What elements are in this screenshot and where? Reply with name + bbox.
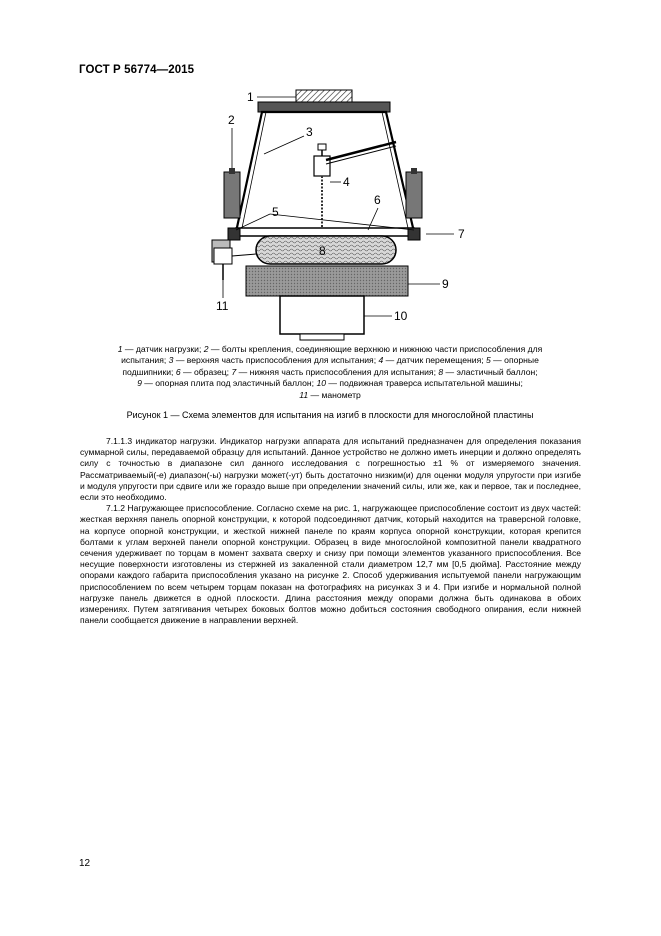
legend-num-3: 3: [168, 355, 174, 366]
legend-num-5: 5: [486, 355, 491, 366]
legend-text-2: — болты крепления, соединяющие верхнюю и нижнюю части приспособления для испытания;: [121, 344, 543, 366]
callout-2: 2: [228, 113, 235, 127]
balloon-base-plate: [246, 266, 408, 296]
body-text: [80, 436, 581, 626]
legend-text-4: — датчик перемещения;: [383, 355, 487, 366]
support-bearing-left: [228, 228, 240, 240]
legend-text-7: — нижняя часть приспособления для испытания;: [236, 366, 439, 377]
legend-text-5: — опорные подшипники;: [122, 355, 539, 377]
legend-num-7: 7: [231, 366, 237, 377]
legend-text-9: — опорная плита под эластичный баллон;: [141, 378, 317, 389]
legend-num-6: 6: [175, 366, 181, 377]
bolt-block-left: [224, 172, 240, 218]
document-header: ГОСТ Р 56774—2015: [79, 64, 195, 76]
legend-text-3: — верхняя часть приспособления для испытания;: [173, 355, 379, 366]
bolt-block-right: [406, 172, 422, 218]
callout-4: 4: [343, 175, 350, 189]
legend-text-6: — образец;: [180, 366, 232, 377]
legend-num-11: 11: [299, 389, 309, 400]
callout-3: 3: [306, 125, 313, 139]
legend-num-2: 2: [203, 344, 209, 354]
specimen-plate: [236, 228, 414, 236]
callout-5: 5: [272, 205, 279, 219]
load-sensor: [296, 90, 352, 102]
legend-text-8: — эластичный баллон;: [443, 366, 538, 377]
page-number: 12: [79, 858, 91, 869]
elastic-balloon: [256, 236, 396, 264]
legend-text-10: — подвижная траверса испытательной машины;: [326, 378, 523, 389]
legend-num-4: 4: [378, 355, 384, 366]
callout-10: 10: [394, 309, 408, 323]
legend-num-8: 8: [438, 366, 444, 377]
legend-text-11: — манометр: [308, 389, 361, 400]
paragraph-7-1-1-3: 7.1.1.3 индикатор нагрузки. Индикатор нагрузки аппарата для испытаний предназначен для определения показания суммарной силы, передаваемой образцу для испытаний. Данное устройство не должно иметь инерции и должно определять силу с точностью в диапазоне сил данного исследования с погрешностью ±1 % от измеряемого значения. Рассматриваемый(-е) диапазон(-ы) нагрузки может(-ут) быть достаточно низким(и) для оценки модуля упругости при изгибе и модуля упругости при сдвиге или же гораздо выше при определении значений силы, или же, как и первое, так и последнее, если это необходимо.: [80, 436, 581, 503]
manometer: [214, 248, 232, 264]
paragraph-7-1-2: 7.1.2 Нагружающее приспособление. Согласно схеме на рис. 1, нагружающее приспособление состоит из двух частей: жесткая верхняя панель опорной конструкции, к которой подсоединяют датчик, который находится на траверсной головке, на корпусе опорной конструкции, и жесткой нижней панеле по краям корпуса опорной конструкции, которая крепится болтами к углам верхней панели опорной конструкции. Образец в виде многослойной композитной панели квадратного сечения удерживает по торцам в момент захвата сверху и снизу при помощи элементов указанного приспособления. Все несущие поверхности изготовлены из стержней из закаленной стали диаметром 12,7 мм [0,5 дюйма]. Расстояние между опорами каждого габарита приспособления указано на рисунке 2. Способ удерживания испытуемой панели нагружающим приспособлением по всем четырем торцам показан на фотографиях на рисунках 3 и 4. При изгибе и нормальной полной нагрузке панель движется в одной плоскости. Длина расстояния между опорами должна быть одинакова в обоих измерениях. Путем затягивания четырех боковых болтов можно добиться состояния свободного опирания, если нижней панели сообщается движение в направлении верхней.: [80, 503, 581, 626]
callout-1: 1: [247, 90, 254, 104]
legend-num-9: 9: [137, 378, 142, 389]
top-plate: [258, 102, 390, 112]
legend-num-10: 10: [316, 378, 327, 389]
callout-7: 7: [458, 227, 465, 241]
figure-legend: [100, 344, 560, 401]
figure-caption: Рисунок 1 — Схема элементов для испытания на изгиб в плоскости для многослойной пластины: [126, 410, 534, 420]
legend-num-1: 1: [117, 344, 123, 354]
callout-6: 6: [374, 193, 381, 207]
callout-11: 11: [216, 299, 229, 313]
legend-text-1: — датчик нагрузки;: [122, 344, 204, 354]
machine-crosshead: [280, 296, 364, 334]
callout-9: 9: [442, 277, 449, 291]
test-fixture-diagram: [200, 84, 480, 344]
callout-8: 8: [319, 244, 326, 258]
